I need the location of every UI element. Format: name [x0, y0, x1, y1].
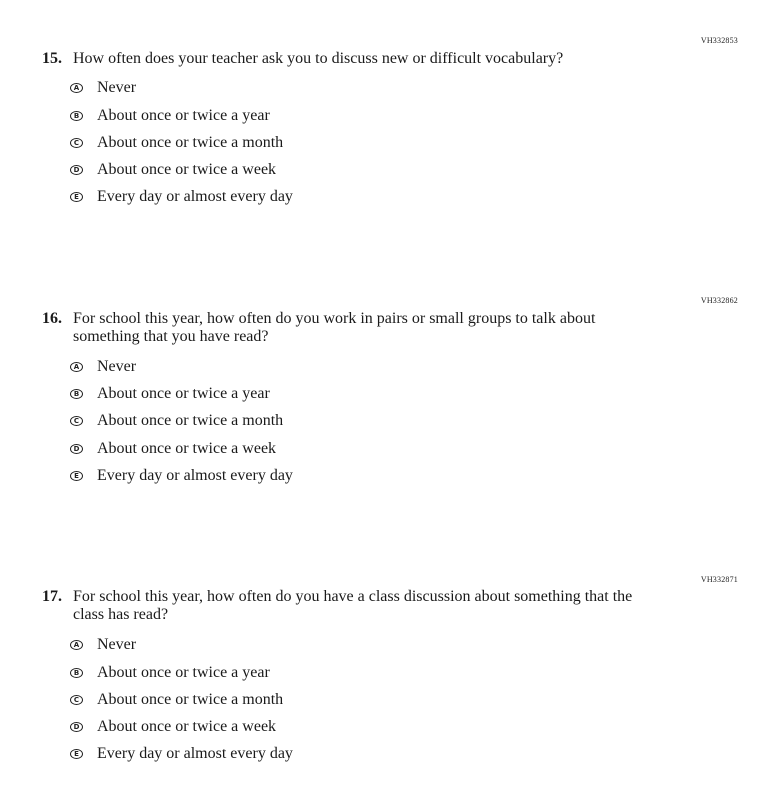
answer-label: About once or twice a week [97, 718, 277, 735]
answer-bubble-icon[interactable]: C [70, 416, 83, 426]
question-id: VH332862 [700, 296, 738, 305]
answer-option-a[interactable] [70, 635, 136, 655]
answer-bubble-icon[interactable]: D [70, 165, 83, 175]
question-number: 15. [42, 50, 62, 67]
question-text: How often does your teacher ask you to discuss new or difficult vocabulary? [73, 50, 564, 67]
answer-label: About once or twice a year [97, 385, 270, 402]
answer-bubble-icon[interactable]: C [70, 695, 83, 705]
answer-bubble-icon[interactable]: B [70, 668, 83, 678]
answer-bubble-icon[interactable]: A [70, 83, 83, 93]
answer-bubble-icon[interactable]: E [70, 749, 83, 759]
answer-option-a[interactable] [70, 78, 136, 98]
answer-bubble-icon[interactable]: E [70, 471, 83, 481]
question-text: For school this year, how often do you work in pairs or small groups to talk about something that you have read? [73, 310, 596, 345]
question-number: 16. [42, 310, 62, 327]
answer-label: Every day or almost every day [97, 467, 293, 484]
answer-option-d[interactable] [70, 439, 276, 459]
question-id: VH332871 [700, 575, 738, 584]
question-number: 17. [42, 588, 62, 605]
answer-bubble-icon[interactable]: E [70, 192, 83, 202]
answer-bubble-icon[interactable]: A [70, 362, 83, 372]
answer-label: Every day or almost every day [97, 188, 293, 205]
answer-label: About once or twice a year [97, 107, 270, 124]
answer-label: Never [97, 636, 137, 653]
answer-label: About once or twice a month [97, 134, 284, 151]
answer-label: About once or twice a week [97, 440, 277, 457]
answer-option-b[interactable] [70, 106, 270, 126]
answer-bubble-icon[interactable]: C [70, 138, 83, 148]
answer-label: About once or twice a month [97, 412, 284, 429]
answer-option-c[interactable] [70, 690, 283, 710]
answer-option-d[interactable] [70, 717, 276, 737]
answer-option-d[interactable] [70, 160, 276, 180]
answer-label: About once or twice a week [97, 161, 277, 178]
answer-option-e[interactable] [70, 466, 293, 486]
answer-option-c[interactable] [70, 133, 283, 153]
answer-label: Never [97, 358, 137, 375]
answer-bubble-icon[interactable]: B [70, 111, 83, 121]
answer-bubble-icon[interactable]: A [70, 640, 83, 650]
answer-label: Never [97, 79, 137, 96]
answer-option-b[interactable] [70, 384, 270, 404]
answer-label: About once or twice a month [97, 691, 284, 708]
answer-option-e[interactable] [70, 744, 293, 764]
answer-option-a[interactable] [70, 357, 136, 377]
answer-option-c[interactable] [70, 411, 283, 431]
question-id: VH332853 [700, 36, 738, 45]
answer-label: About once or twice a year [97, 664, 270, 681]
answer-label: Every day or almost every day [97, 745, 293, 762]
answer-bubble-icon[interactable]: D [70, 722, 83, 732]
answer-bubble-icon[interactable]: D [70, 444, 83, 454]
answer-bubble-icon[interactable]: B [70, 389, 83, 399]
answer-option-b[interactable] [70, 663, 270, 683]
answer-option-e[interactable] [70, 187, 293, 207]
question-text: For school this year, how often do you have a class discussion about something that the class has read? [73, 588, 633, 623]
